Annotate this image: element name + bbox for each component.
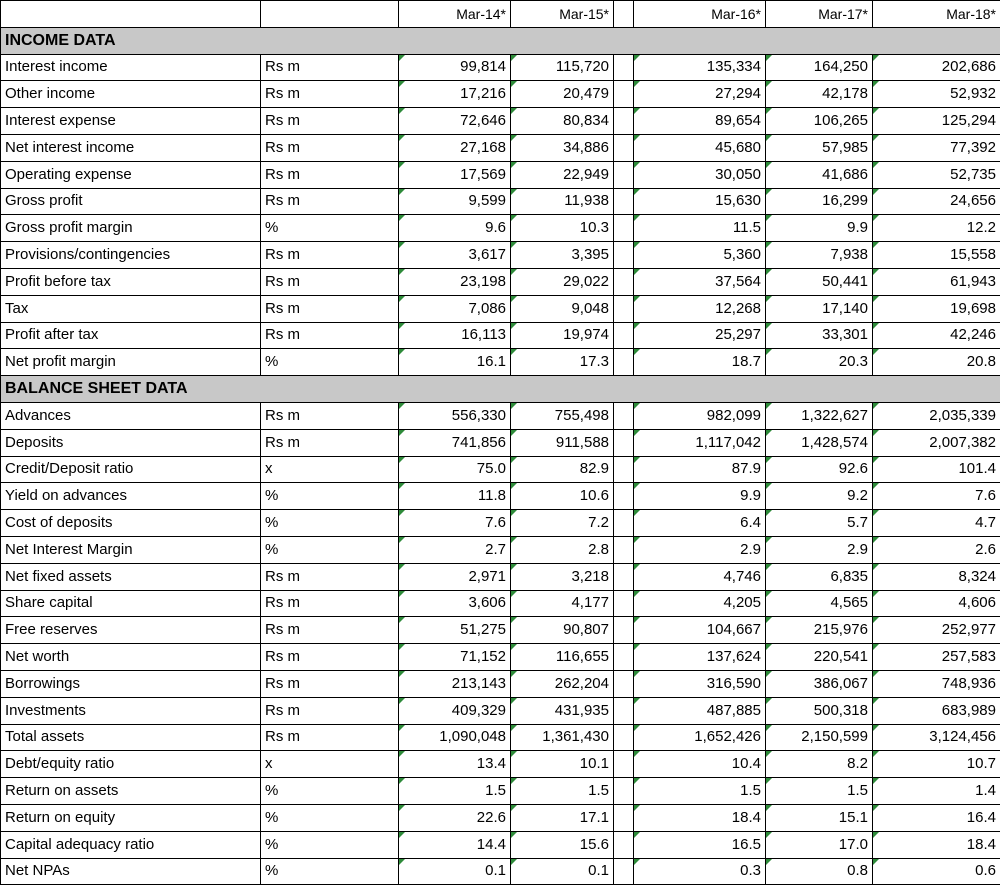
row-label: Other income — [1, 81, 261, 108]
value-cell: 9.9 — [766, 215, 873, 242]
row-unit: % — [261, 349, 399, 376]
value-cell: 556,330 — [399, 402, 511, 429]
value-cell: 4,205 — [634, 590, 766, 617]
row-label: Profit before tax — [1, 268, 261, 295]
table-row — [1, 456, 1000, 483]
table-row — [1, 134, 1000, 161]
row-label: Gross profit margin — [1, 215, 261, 242]
value-cell: 1,361,430 — [511, 724, 614, 751]
gap-cell — [614, 563, 634, 590]
value-cell: 2,150,599 — [766, 724, 873, 751]
gap-cell — [614, 858, 634, 885]
value-cell: 7.6 — [399, 510, 511, 537]
value-cell: 5,360 — [634, 242, 766, 269]
row-label: Credit/Deposit ratio — [1, 456, 261, 483]
row-unit: Rs m — [261, 161, 399, 188]
row-label: Investments — [1, 697, 261, 724]
value-cell: 45,680 — [634, 134, 766, 161]
gap-cell — [614, 831, 634, 858]
value-cell: 87.9 — [634, 456, 766, 483]
section-header-row — [1, 376, 1000, 403]
table-row — [1, 804, 1000, 831]
value-cell: 1.4 — [873, 778, 1000, 805]
section-title: INCOME DATA — [1, 27, 1000, 54]
row-label: Interest expense — [1, 108, 261, 135]
value-cell: 262,204 — [511, 670, 614, 697]
value-cell: 15.1 — [766, 804, 873, 831]
row-unit: Rs m — [261, 108, 399, 135]
value-cell: 2.7 — [399, 536, 511, 563]
value-cell: 16.4 — [873, 804, 1000, 831]
value-cell: 75.0 — [399, 456, 511, 483]
value-cell: 7,938 — [766, 242, 873, 269]
value-cell: 77,392 — [873, 134, 1000, 161]
row-unit: Rs m — [261, 81, 399, 108]
value-cell: 42,246 — [873, 322, 1000, 349]
value-cell: 106,265 — [766, 108, 873, 135]
row-unit: Rs m — [261, 644, 399, 671]
value-cell: 1,090,048 — [399, 724, 511, 751]
gap-cell — [614, 456, 634, 483]
value-cell: 34,886 — [511, 134, 614, 161]
table-row — [1, 295, 1000, 322]
value-cell: 1.5 — [634, 778, 766, 805]
value-cell: 24,656 — [873, 188, 1000, 215]
gap-cell — [614, 295, 634, 322]
value-cell: 1.5 — [766, 778, 873, 805]
row-label: Yield on advances — [1, 483, 261, 510]
value-cell: 10.3 — [511, 215, 614, 242]
row-label: Advances — [1, 402, 261, 429]
value-cell: 1,652,426 — [634, 724, 766, 751]
value-cell: 911,588 — [511, 429, 614, 456]
row-unit: Rs m — [261, 402, 399, 429]
row-unit: x — [261, 456, 399, 483]
year-header: Mar-18* — [873, 1, 1000, 28]
value-cell: 9.2 — [766, 483, 873, 510]
row-label: Deposits — [1, 429, 261, 456]
value-cell: 33,301 — [766, 322, 873, 349]
value-cell: 748,936 — [873, 670, 1000, 697]
row-unit: Rs m — [261, 724, 399, 751]
gap-cell — [614, 215, 634, 242]
value-cell: 8.2 — [766, 751, 873, 778]
row-label: Profit after tax — [1, 322, 261, 349]
table-row — [1, 831, 1000, 858]
gap-cell — [614, 617, 634, 644]
section-title: BALANCE SHEET DATA — [1, 376, 1000, 403]
row-label: Return on assets — [1, 778, 261, 805]
value-cell: 0.3 — [634, 858, 766, 885]
value-cell: 17.0 — [766, 831, 873, 858]
value-cell: 316,590 — [634, 670, 766, 697]
value-cell: 19,974 — [511, 322, 614, 349]
gap-cell — [614, 751, 634, 778]
table-row — [1, 81, 1000, 108]
value-cell: 6.4 — [634, 510, 766, 537]
value-cell: 92.6 — [766, 456, 873, 483]
value-cell: 1,322,627 — [766, 402, 873, 429]
value-cell: 17,569 — [399, 161, 511, 188]
value-cell: 164,250 — [766, 54, 873, 81]
table-body — [1, 27, 1000, 885]
value-cell: 431,935 — [511, 697, 614, 724]
table-row — [1, 510, 1000, 537]
row-label: Gross profit — [1, 188, 261, 215]
gap-cell — [614, 778, 634, 805]
gap-cell — [614, 804, 634, 831]
value-cell: 9,599 — [399, 188, 511, 215]
value-cell: 0.6 — [873, 858, 1000, 885]
gap-cell — [614, 402, 634, 429]
year-header: Mar-15* — [511, 1, 614, 28]
row-unit: % — [261, 510, 399, 537]
gap-cell — [614, 322, 634, 349]
value-cell: 115,720 — [511, 54, 614, 81]
value-cell: 116,655 — [511, 644, 614, 671]
row-unit: Rs m — [261, 242, 399, 269]
header-blank-label — [1, 1, 261, 28]
gap-cell — [614, 536, 634, 563]
value-cell: 51,275 — [399, 617, 511, 644]
table-row — [1, 778, 1000, 805]
gap-cell — [614, 697, 634, 724]
table-row — [1, 536, 1000, 563]
table-row — [1, 242, 1000, 269]
value-cell: 50,441 — [766, 268, 873, 295]
gap-cell — [614, 108, 634, 135]
row-label: Total assets — [1, 724, 261, 751]
gap-cell — [614, 724, 634, 751]
value-cell: 257,583 — [873, 644, 1000, 671]
value-cell: 4,746 — [634, 563, 766, 590]
value-cell: 18.4 — [873, 831, 1000, 858]
section-header-row — [1, 27, 1000, 54]
value-cell: 17.3 — [511, 349, 614, 376]
row-label: Return on equity — [1, 804, 261, 831]
value-cell: 25,297 — [634, 322, 766, 349]
value-cell: 12,268 — [634, 295, 766, 322]
gap-cell — [614, 644, 634, 671]
row-label: Net fixed assets — [1, 563, 261, 590]
row-label: Net profit margin — [1, 349, 261, 376]
value-cell: 9,048 — [511, 295, 614, 322]
value-cell: 386,067 — [766, 670, 873, 697]
value-cell: 11.5 — [634, 215, 766, 242]
value-cell: 2.9 — [634, 536, 766, 563]
value-cell: 20.8 — [873, 349, 1000, 376]
row-label: Share capital — [1, 590, 261, 617]
value-cell: 27,294 — [634, 81, 766, 108]
value-cell: 3,218 — [511, 563, 614, 590]
row-label: Net worth — [1, 644, 261, 671]
value-cell: 15,630 — [634, 188, 766, 215]
gap-cell — [614, 81, 634, 108]
gap-cell — [614, 161, 634, 188]
value-cell: 11,938 — [511, 188, 614, 215]
value-cell: 137,624 — [634, 644, 766, 671]
value-cell: 4.7 — [873, 510, 1000, 537]
gap-cell — [614, 670, 634, 697]
value-cell: 15,558 — [873, 242, 1000, 269]
value-cell: 1,428,574 — [766, 429, 873, 456]
table-row — [1, 108, 1000, 135]
value-cell: 17,216 — [399, 81, 511, 108]
row-unit: Rs m — [261, 188, 399, 215]
row-unit: Rs m — [261, 54, 399, 81]
value-cell: 17,140 — [766, 295, 873, 322]
value-cell: 10.4 — [634, 751, 766, 778]
value-cell: 27,168 — [399, 134, 511, 161]
value-cell: 2.8 — [511, 536, 614, 563]
row-label: Cost of deposits — [1, 510, 261, 537]
row-unit: Rs m — [261, 268, 399, 295]
value-cell: 220,541 — [766, 644, 873, 671]
row-unit: % — [261, 778, 399, 805]
value-cell: 2,007,382 — [873, 429, 1000, 456]
table-row — [1, 161, 1000, 188]
value-cell: 15.6 — [511, 831, 614, 858]
value-cell: 3,124,456 — [873, 724, 1000, 751]
value-cell: 52,735 — [873, 161, 1000, 188]
row-label: Net Interest Margin — [1, 536, 261, 563]
value-cell: 7,086 — [399, 295, 511, 322]
value-cell: 2.6 — [873, 536, 1000, 563]
table-row — [1, 402, 1000, 429]
row-unit: % — [261, 483, 399, 510]
table-row — [1, 322, 1000, 349]
year-header: Mar-16* — [634, 1, 766, 28]
row-unit: % — [261, 804, 399, 831]
gap-cell — [614, 483, 634, 510]
gap-cell — [614, 429, 634, 456]
value-cell: 252,977 — [873, 617, 1000, 644]
value-cell: 42,178 — [766, 81, 873, 108]
table-row — [1, 697, 1000, 724]
row-label: Tax — [1, 295, 261, 322]
value-cell: 1.5 — [511, 778, 614, 805]
value-cell: 0.1 — [511, 858, 614, 885]
table-row — [1, 724, 1000, 751]
value-cell: 487,885 — [634, 697, 766, 724]
value-cell: 16,113 — [399, 322, 511, 349]
value-cell: 18.7 — [634, 349, 766, 376]
row-unit: % — [261, 215, 399, 242]
table-row — [1, 188, 1000, 215]
gap-cell — [614, 510, 634, 537]
value-cell: 20.3 — [766, 349, 873, 376]
value-cell: 0.8 — [766, 858, 873, 885]
value-cell: 202,686 — [873, 54, 1000, 81]
value-cell: 22,949 — [511, 161, 614, 188]
value-cell: 2.9 — [766, 536, 873, 563]
row-unit: Rs m — [261, 322, 399, 349]
row-label: Debt/equity ratio — [1, 751, 261, 778]
value-cell: 3,395 — [511, 242, 614, 269]
table-row — [1, 563, 1000, 590]
value-cell: 2,035,339 — [873, 402, 1000, 429]
row-label: Interest income — [1, 54, 261, 81]
value-cell: 9.6 — [399, 215, 511, 242]
gap-cell — [614, 188, 634, 215]
row-unit: x — [261, 751, 399, 778]
value-cell: 8,324 — [873, 563, 1000, 590]
value-cell: 10.7 — [873, 751, 1000, 778]
value-cell: 741,856 — [399, 429, 511, 456]
row-label: Net NPAs — [1, 858, 261, 885]
gap-cell — [614, 242, 634, 269]
value-cell: 2,971 — [399, 563, 511, 590]
value-cell: 37,564 — [634, 268, 766, 295]
value-cell: 14.4 — [399, 831, 511, 858]
value-cell: 9.9 — [634, 483, 766, 510]
value-cell: 4,177 — [511, 590, 614, 617]
row-label: Net interest income — [1, 134, 261, 161]
table-row — [1, 670, 1000, 697]
row-unit: Rs m — [261, 670, 399, 697]
value-cell: 99,814 — [399, 54, 511, 81]
header-gap — [614, 1, 634, 28]
row-label: Borrowings — [1, 670, 261, 697]
value-cell: 20,479 — [511, 81, 614, 108]
value-cell: 101.4 — [873, 456, 1000, 483]
value-cell: 30,050 — [634, 161, 766, 188]
value-cell: 3,606 — [399, 590, 511, 617]
value-cell: 982,099 — [634, 402, 766, 429]
value-cell: 135,334 — [634, 54, 766, 81]
table-row — [1, 751, 1000, 778]
value-cell: 19,698 — [873, 295, 1000, 322]
value-cell: 61,943 — [873, 268, 1000, 295]
value-cell: 71,152 — [399, 644, 511, 671]
row-label: Provisions/contingencies — [1, 242, 261, 269]
value-cell: 683,989 — [873, 697, 1000, 724]
value-cell: 104,667 — [634, 617, 766, 644]
header-row — [1, 1, 1000, 28]
row-unit: Rs m — [261, 429, 399, 456]
value-cell: 16,299 — [766, 188, 873, 215]
value-cell: 215,976 — [766, 617, 873, 644]
table-row — [1, 268, 1000, 295]
table-row — [1, 349, 1000, 376]
value-cell: 11.8 — [399, 483, 511, 510]
row-unit: Rs m — [261, 563, 399, 590]
value-cell: 41,686 — [766, 161, 873, 188]
value-cell: 1.5 — [399, 778, 511, 805]
value-cell: 89,654 — [634, 108, 766, 135]
row-label: Capital adequacy ratio — [1, 831, 261, 858]
gap-cell — [614, 54, 634, 81]
value-cell: 1,117,042 — [634, 429, 766, 456]
table-row — [1, 858, 1000, 885]
value-cell: 755,498 — [511, 402, 614, 429]
row-label: Operating expense — [1, 161, 261, 188]
value-cell: 57,985 — [766, 134, 873, 161]
value-cell: 22.6 — [399, 804, 511, 831]
row-unit: % — [261, 858, 399, 885]
value-cell: 23,198 — [399, 268, 511, 295]
value-cell: 18.4 — [634, 804, 766, 831]
value-cell: 82.9 — [511, 456, 614, 483]
value-cell: 7.6 — [873, 483, 1000, 510]
gap-cell — [614, 268, 634, 295]
table-row — [1, 590, 1000, 617]
value-cell: 16.5 — [634, 831, 766, 858]
value-cell: 12.2 — [873, 215, 1000, 242]
value-cell: 6,835 — [766, 563, 873, 590]
value-cell: 4,606 — [873, 590, 1000, 617]
value-cell: 7.2 — [511, 510, 614, 537]
value-cell: 3,617 — [399, 242, 511, 269]
value-cell: 500,318 — [766, 697, 873, 724]
value-cell: 213,143 — [399, 670, 511, 697]
table-row — [1, 215, 1000, 242]
year-header: Mar-14* — [399, 1, 511, 28]
row-unit: Rs m — [261, 134, 399, 161]
value-cell: 10.6 — [511, 483, 614, 510]
header-blank-unit — [261, 1, 399, 28]
row-unit: Rs m — [261, 617, 399, 644]
table-row — [1, 429, 1000, 456]
value-cell: 90,807 — [511, 617, 614, 644]
table-row — [1, 644, 1000, 671]
table-row — [1, 54, 1000, 81]
value-cell: 29,022 — [511, 268, 614, 295]
value-cell: 0.1 — [399, 858, 511, 885]
row-unit: Rs m — [261, 295, 399, 322]
row-unit: Rs m — [261, 697, 399, 724]
value-cell: 72,646 — [399, 108, 511, 135]
value-cell: 4,565 — [766, 590, 873, 617]
gap-cell — [614, 349, 634, 376]
row-unit: % — [261, 831, 399, 858]
row-label: Free reserves — [1, 617, 261, 644]
table-row — [1, 483, 1000, 510]
table-row — [1, 617, 1000, 644]
gap-cell — [614, 590, 634, 617]
value-cell: 80,834 — [511, 108, 614, 135]
value-cell: 13.4 — [399, 751, 511, 778]
value-cell: 409,329 — [399, 697, 511, 724]
year-header: Mar-17* — [766, 1, 873, 28]
value-cell: 16.1 — [399, 349, 511, 376]
row-unit: Rs m — [261, 590, 399, 617]
value-cell: 10.1 — [511, 751, 614, 778]
value-cell: 17.1 — [511, 804, 614, 831]
row-unit: % — [261, 536, 399, 563]
value-cell: 125,294 — [873, 108, 1000, 135]
value-cell: 5.7 — [766, 510, 873, 537]
value-cell: 52,932 — [873, 81, 1000, 108]
gap-cell — [614, 134, 634, 161]
